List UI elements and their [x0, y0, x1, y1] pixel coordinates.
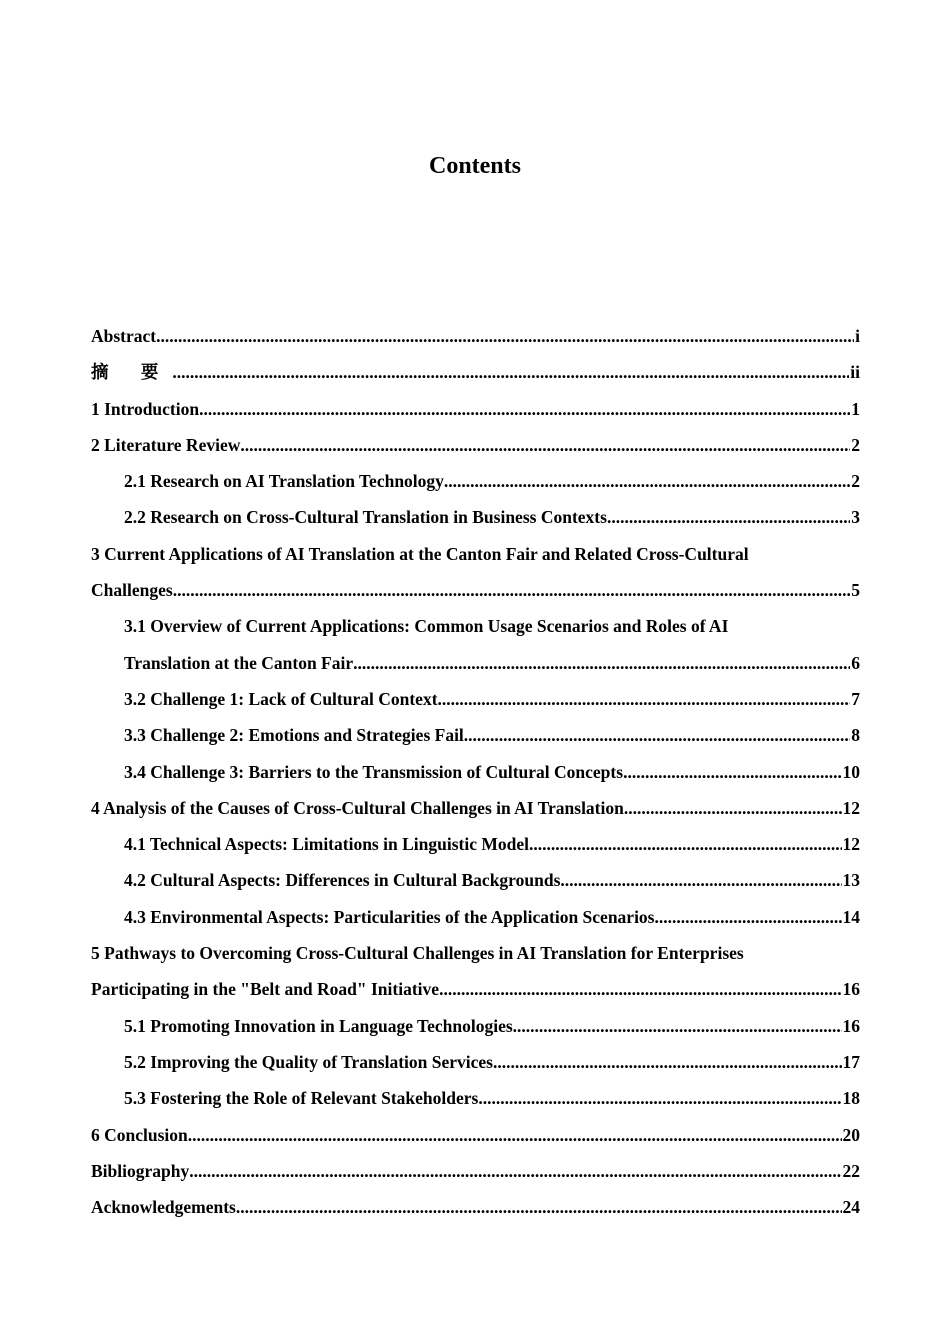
toc-dot-leader — [478, 1080, 841, 1116]
toc-dot-leader — [623, 754, 841, 790]
toc-page-number: 12 — [842, 834, 860, 855]
toc-entry-line — [91, 935, 860, 971]
toc-entry[interactable] — [91, 717, 860, 753]
toc-entry-line — [91, 354, 860, 390]
toc-entry[interactable] — [91, 790, 860, 826]
toc-dot-leader — [188, 1117, 842, 1153]
toc-entry-line — [124, 608, 860, 644]
toc-dot-leader — [199, 391, 850, 427]
toc-entry-line — [91, 427, 860, 463]
toc-dot-leader — [173, 572, 851, 608]
toc-entry-title: 3.3 Challenge 2: Emotions and Strategies Fail — [124, 725, 464, 746]
toc-entry-line — [91, 1117, 860, 1153]
toc-page-number: ii — [850, 362, 860, 383]
table-of-contents — [91, 318, 860, 1225]
toc-dot-leader — [438, 681, 851, 717]
toc-page-number: 2 — [851, 471, 860, 492]
toc-entry[interactable] — [91, 754, 860, 790]
toc-entry-line — [124, 826, 860, 862]
toc-entry-line — [124, 862, 860, 898]
toc-dot-leader — [189, 1153, 841, 1189]
toc-page-number: 3 — [851, 507, 860, 528]
toc-entry-line — [124, 717, 860, 753]
toc-dot-leader — [353, 645, 850, 681]
toc-dot-leader — [560, 862, 841, 898]
toc-entry-title: 3.1 Overview of Current Applications: Common Usage Scenarios and Roles of AI — [124, 616, 729, 637]
toc-dot-leader — [513, 1008, 842, 1044]
toc-entry-title: 5.3 Fostering the Role of Relevant Stakeholders — [124, 1088, 479, 1109]
toc-entry-title: 2.2 Research on Cross-Cultural Translation in Business Contexts — [124, 507, 607, 528]
toc-page-number: 17 — [842, 1051, 860, 1072]
toc-page-number: i — [855, 326, 860, 346]
toc-entry[interactable] — [91, 354, 860, 390]
toc-entry-line — [91, 318, 860, 354]
toc-page-number: 22 — [842, 1160, 860, 1181]
toc-dot-leader — [444, 463, 850, 499]
toc-page-number: 5 — [851, 580, 860, 601]
toc-page-number: 8 — [851, 725, 860, 746]
toc-entry-title: 3.2 Challenge 1: Lack of Cultural Context — [124, 688, 438, 709]
toc-entry[interactable] — [91, 826, 860, 862]
toc-entry-title: 4.3 Environmental Aspects: Particularities of the Application Scenarios — [124, 906, 655, 927]
toc-dot-leader — [493, 1044, 842, 1080]
toc-entry-title: 5.1 Promoting Innovation in Language Technologies — [124, 1015, 513, 1036]
toc-entry-line — [91, 572, 860, 608]
toc-entry-title: 4.1 Technical Aspects: Limitations in Linguistic Model — [124, 834, 529, 855]
toc-dot-leader — [655, 899, 842, 935]
toc-page-number: 2 — [851, 434, 860, 455]
toc-entry-title: 5 Pathways to Overcoming Cross-Cultural Challenges in AI Translation for Enterprises — [91, 943, 744, 964]
toc-page-number: 1 — [851, 398, 860, 419]
toc-entry-title: Bibliography — [91, 1160, 190, 1181]
toc-entry-line — [124, 754, 860, 790]
toc-entry[interactable] — [91, 681, 860, 717]
toc-page-number: 16 — [842, 979, 860, 1000]
toc-entry-line — [91, 1153, 860, 1189]
toc-entry[interactable] — [91, 862, 860, 898]
toc-dot-leader — [607, 499, 850, 535]
page-title: Contents — [428, 153, 521, 179]
toc-entry-line — [91, 1189, 860, 1225]
toc-entry-title: Translation at the Canton Fair — [124, 652, 354, 673]
toc-entry-line — [91, 971, 860, 1007]
toc-page-number: 16 — [842, 1015, 860, 1036]
toc-entry-line — [91, 391, 860, 427]
toc-entry-title: 1 Introduction — [91, 398, 200, 419]
toc-entry-title: Acknowledgements — [91, 1197, 236, 1218]
toc-entry-title: 5.2 Improving the Quality of Translation Services — [124, 1051, 493, 1072]
toc-page-number: 20 — [842, 1124, 860, 1145]
toc-entry-line — [124, 1044, 860, 1080]
toc-entry-title: 4.2 Cultural Aspects: Differences in Cultural Backgrounds — [124, 870, 561, 891]
toc-entry-title: 6 Conclusion — [91, 1124, 188, 1145]
toc-entry-line — [124, 463, 860, 499]
toc-entry-title: 3 Current Applications of AI Translation at the Canton Fair and Related Cross-Cultural — [91, 543, 749, 564]
toc-entry[interactable] — [91, 608, 860, 681]
toc-dot-leader — [240, 427, 850, 463]
toc-entry-line — [124, 1080, 860, 1116]
toc-entry[interactable] — [91, 463, 860, 499]
toc-entry-line — [91, 536, 860, 572]
toc-dot-leader — [156, 318, 854, 354]
toc-entry-line — [124, 499, 860, 535]
toc-page-number: 14 — [842, 906, 860, 927]
toc-entry[interactable] — [91, 899, 860, 935]
toc-dot-leader — [624, 790, 842, 826]
toc-entry-line — [124, 681, 860, 717]
toc-dot-leader — [464, 717, 850, 753]
toc-entry-title: 3.4 Challenge 3: Barriers to the Transmission of Cultural Concepts — [124, 761, 624, 782]
toc-page-number: 18 — [842, 1088, 860, 1109]
toc-page-number: 24 — [842, 1197, 860, 1218]
toc-entry-title: Participating in the "Belt and Road" Initiative — [91, 979, 440, 1000]
toc-entry[interactable] — [91, 427, 860, 463]
toc-entry-title: 摘 要 — [91, 362, 173, 383]
toc-entry[interactable] — [91, 935, 860, 1008]
toc-entry[interactable] — [91, 1153, 860, 1189]
toc-entry-line — [91, 790, 860, 826]
toc-page-number: 10 — [842, 761, 860, 782]
toc-entry[interactable] — [91, 1189, 860, 1225]
toc-entry-line — [124, 645, 860, 681]
toc-entry-line — [124, 899, 860, 935]
toc-entry-line — [124, 1008, 860, 1044]
toc-entry-title: 2.1 Research on AI Translation Technology — [124, 471, 444, 492]
toc-entry-title: Challenges — [91, 580, 173, 601]
toc-entry[interactable] — [91, 1117, 860, 1153]
toc-entry[interactable] — [91, 391, 860, 427]
toc-dot-leader — [439, 971, 841, 1007]
toc-entry-title: 2 Literature Review — [91, 434, 241, 455]
toc-page-number: 13 — [842, 870, 860, 891]
toc-entry[interactable] — [91, 1008, 860, 1044]
toc-entry[interactable] — [91, 536, 860, 609]
toc-page-number: 12 — [842, 797, 860, 818]
toc-entry[interactable] — [91, 499, 860, 535]
toc-entry-title: Abstract — [91, 326, 157, 346]
toc-page-number: 7 — [851, 688, 860, 709]
toc-dot-leader — [529, 826, 842, 862]
toc-dot-leader — [236, 1189, 842, 1225]
toc-entry[interactable] — [91, 1080, 860, 1116]
toc-dot-leader — [172, 354, 849, 390]
toc-entry[interactable] — [91, 318, 860, 354]
toc-page-number: 6 — [851, 652, 860, 673]
toc-entry-title: 4 Analysis of the Causes of Cross-Cultural Challenges in AI Translation — [91, 797, 624, 818]
toc-entry[interactable] — [91, 1044, 860, 1080]
